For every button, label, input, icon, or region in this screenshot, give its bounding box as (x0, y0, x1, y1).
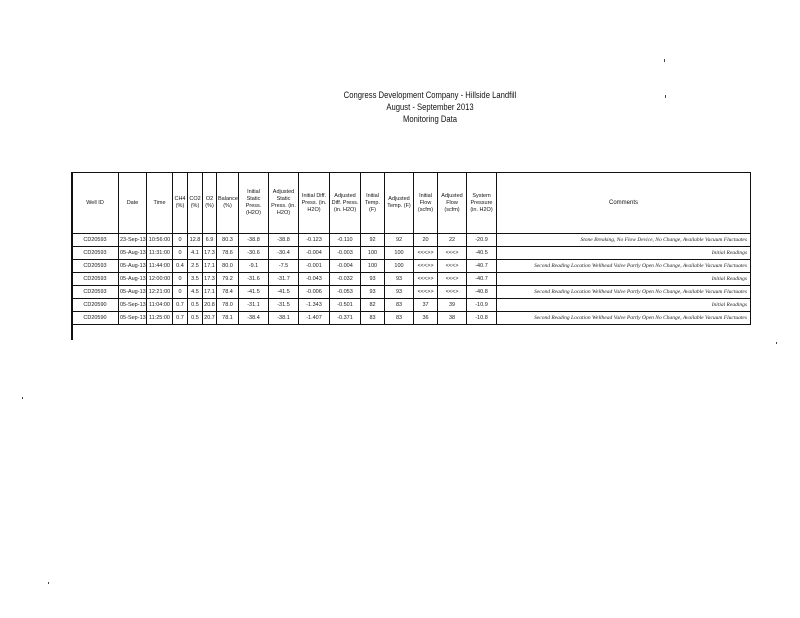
monitoring-data-table (71, 172, 751, 325)
col-header-time: Time (147, 173, 173, 234)
cell-adjusted-diff-press: -0.371 (330, 312, 361, 325)
cell-adjusted-temp: 83 (385, 312, 414, 325)
cell-ch4: 0 (173, 247, 188, 260)
cell-adjusted-temp: 83 (385, 299, 414, 312)
cell-adjusted-temp: 93 (385, 273, 414, 286)
cell-adjusted-flow: 38 (438, 312, 467, 325)
cell-initial-flow: <<<>> (414, 286, 438, 299)
col-header-co2: CO2 (%) (188, 173, 203, 234)
cell-system-pressure: -40.7 (467, 260, 497, 273)
cell-initial-flow: 20 (414, 234, 438, 247)
header-period: August - September 2013 (386, 102, 474, 112)
document-header (300, 89, 560, 125)
cell-adjusted-static-press: -31.7 (269, 273, 299, 286)
cell-time: 10:56:00 (147, 234, 173, 247)
cell-well-id: CD20593 (72, 260, 119, 273)
cell-comments: Stone Breaking, No Flow Device, No Change, Available Vacuum Fluctuates (497, 234, 751, 247)
cell-adjusted-diff-press: -0.053 (330, 286, 361, 299)
cell-co2: 12.8 (188, 234, 203, 247)
cell-comments: Second Reading Location Wellhead Valve Partly Open No Change, Available Vacuum Fluctuates (497, 312, 751, 325)
cell-initial-static-press: -41.5 (239, 286, 269, 299)
cell-ch4: 0.7 (173, 312, 188, 325)
cell-adjusted-static-press: -38.1 (269, 312, 299, 325)
cell-system-pressure: -40.5 (467, 247, 497, 260)
cell-initial-flow: <<<>> (414, 260, 438, 273)
col-header-comments: Comments (497, 173, 751, 234)
col-header-ch4: CH4 (%) (173, 173, 188, 234)
cell-system-pressure: -40.8 (467, 286, 497, 299)
cell-initial-diff-press: -0.006 (299, 286, 330, 299)
col-header-adjusted-static-press: Adjusted Static Press. (in. H2O) (269, 173, 299, 234)
cell-initial-diff-press: -0.001 (299, 260, 330, 273)
cell-adjusted-static-press: -31.5 (269, 299, 299, 312)
cell-ch4: 0.7 (173, 299, 188, 312)
cell-adjusted-static-press: -7.5 (269, 260, 299, 273)
cell-well-id: CD20590 (72, 299, 119, 312)
cell-balance: 79.2 (217, 273, 239, 286)
cell-initial-diff-press: -0.043 (299, 273, 330, 286)
cell-time: 11:04:00 (147, 299, 173, 312)
cell-adjusted-flow: 39 (438, 299, 467, 312)
cell-time: 12:21:00 (147, 286, 173, 299)
cell-adjusted-flow: <<<> (438, 260, 467, 273)
col-header-initial-temp: Initial Temp. (F) (361, 173, 385, 234)
col-header-initial-static-press: Initial Static Press. (H2O) (239, 173, 269, 234)
col-header-adjusted-temp: Adjusted Temp. (F) (385, 173, 414, 234)
cell-adjusted-diff-press: -0.003 (330, 247, 361, 260)
cell-o2: 17.1 (203, 260, 217, 273)
cell-adjusted-flow: <<<> (438, 247, 467, 260)
cell-balance: 78.0 (217, 299, 239, 312)
cell-date: 05-Aug-13 (119, 286, 147, 299)
table-row (72, 312, 751, 325)
cell-initial-temp: 92 (361, 234, 385, 247)
cell-date: 05-Aug-13 (119, 273, 147, 286)
cell-balance: 80.3 (217, 234, 239, 247)
cell-adjusted-diff-press: -0.032 (330, 273, 361, 286)
cell-initial-static-press: -30.6 (239, 247, 269, 260)
cell-initial-static-press: -31.1 (239, 299, 269, 312)
cell-initial-flow: 36 (414, 312, 438, 325)
cell-initial-diff-press: -0.004 (299, 247, 330, 260)
cell-initial-diff-press: -1.343 (299, 299, 330, 312)
cell-initial-flow: 37 (414, 299, 438, 312)
cell-initial-flow: <<<>> (414, 247, 438, 260)
col-header-o2: O2 (%) (203, 173, 217, 234)
cell-o2: 17.3 (203, 247, 217, 260)
cell-adjusted-temp: 100 (385, 260, 414, 273)
cell-initial-temp: 93 (361, 286, 385, 299)
cell-co2: 0.5 (188, 312, 203, 325)
cell-system-pressure: -10.8 (467, 312, 497, 325)
cell-ch4: 0 (173, 234, 188, 247)
cell-initial-static-press: -9.1 (239, 260, 269, 273)
cell-date: 23-Sep-13 (119, 234, 147, 247)
cell-balance: 78.6 (217, 247, 239, 260)
cell-co2: 4.5 (188, 286, 203, 299)
cell-comments: Second Reading Location Wellhead Valve Partly Open No Change, Available Vacuum Fluctuates (497, 286, 751, 299)
cell-balance: 78.4 (217, 286, 239, 299)
cell-time: 11:31:00 (147, 247, 173, 260)
cell-adjusted-flow: <<<> (438, 286, 467, 299)
cell-comments: Initial Readings (497, 299, 751, 312)
cell-adjusted-temp: 92 (385, 234, 414, 247)
cell-well-id: CD20593 (72, 234, 119, 247)
cell-initial-diff-press: -1.407 (299, 312, 330, 325)
scan-speck (665, 95, 666, 98)
cell-adjusted-temp: 100 (385, 247, 414, 260)
cell-system-pressure: -20.9 (467, 234, 497, 247)
cell-initial-static-press: -38.4 (239, 312, 269, 325)
scan-speck (48, 582, 49, 584)
cell-o2: 6.9 (203, 234, 217, 247)
scan-speck (776, 342, 777, 344)
cell-initial-temp: 82 (361, 299, 385, 312)
cell-adjusted-flow: <<<> (438, 273, 467, 286)
cell-adjusted-static-press: -30.4 (269, 247, 299, 260)
cell-date: 05-Sep-13 (119, 312, 147, 325)
cell-co2: 2.5 (188, 260, 203, 273)
cell-initial-temp: 83 (361, 312, 385, 325)
cell-adjusted-diff-press: -0.501 (330, 299, 361, 312)
scan-speck (22, 397, 23, 399)
cell-balance: 80.0 (217, 260, 239, 273)
cell-co2: 0.5 (188, 299, 203, 312)
cell-initial-diff-press: -0.123 (299, 234, 330, 247)
table-row (72, 247, 751, 260)
cell-o2: 20.7 (203, 312, 217, 325)
cell-initial-flow: <<<>> (414, 273, 438, 286)
table-row (72, 260, 751, 273)
cell-system-pressure: -40.7 (467, 273, 497, 286)
cell-well-id: CD20593 (72, 286, 119, 299)
cell-initial-temp: 100 (361, 247, 385, 260)
cell-adjusted-static-press: -41.5 (269, 286, 299, 299)
col-header-system-pressure: System Pressure (in. H2O) (467, 173, 497, 234)
header-company: Congress Development Company - Hillside Landfill (343, 90, 517, 100)
cell-initial-static-press: -31.6 (239, 273, 269, 286)
cell-comments: Initial Readings (497, 247, 751, 260)
table-row (72, 273, 751, 286)
cell-date: 05-Aug-13 (119, 247, 147, 260)
table-header-row (72, 173, 751, 234)
cell-balance: 78.1 (217, 312, 239, 325)
cell-adjusted-diff-press: -0.004 (330, 260, 361, 273)
cell-date: 05-Aug-13 (119, 260, 147, 273)
cell-well-id: CD20593 (72, 273, 119, 286)
cell-comments: Second Reading Location Wellhead Valve Partly Open No Change, Available Vacuum Fluctuates (497, 260, 751, 273)
cell-comments: Initial Readings (497, 273, 751, 286)
cell-well-id: CD20590 (72, 312, 119, 325)
col-header-initial-flow: Initial Flow (scfm) (414, 173, 438, 234)
col-header-adjusted-flow: Adjusted Flow (scfm) (438, 173, 467, 234)
cell-co2: 3.5 (188, 273, 203, 286)
col-header-date: Date (119, 173, 147, 234)
cell-adjusted-static-press: -38.8 (269, 234, 299, 247)
cell-well-id: CD20593 (72, 247, 119, 260)
cell-o2: 20.8 (203, 299, 217, 312)
cell-ch4: 0 (173, 286, 188, 299)
cell-date: 05-Sep-13 (119, 299, 147, 312)
cell-initial-temp: 100 (361, 260, 385, 273)
col-header-adjusted-diff-press: Adjusted Diff. Press. (in. H2O) (330, 173, 361, 234)
cell-o2: 17.3 (203, 273, 217, 286)
cell-ch4: 0.4 (173, 260, 188, 273)
cell-initial-temp: 93 (361, 273, 385, 286)
table-body (72, 234, 751, 325)
table-row (72, 234, 751, 247)
col-header-well-id: Well ID (72, 173, 119, 234)
table-row (72, 299, 751, 312)
cell-ch4: 0 (173, 273, 188, 286)
cell-o2: 17.1 (203, 286, 217, 299)
header-subtitle: Monitoring Data (402, 114, 458, 124)
table-row (72, 286, 751, 299)
cell-adjusted-flow: 22 (438, 234, 467, 247)
col-header-balance: Balance (%) (217, 173, 239, 234)
cell-initial-static-press: -38.8 (239, 234, 269, 247)
cell-co2: 4.1 (188, 247, 203, 260)
cell-time: 11:44:00 (147, 260, 173, 273)
cell-adjusted-diff-press: -0.110 (330, 234, 361, 247)
cell-time: 12:00:00 (147, 273, 173, 286)
cell-system-pressure: -10.9 (467, 299, 497, 312)
cell-time: 11:25:00 (147, 312, 173, 325)
scan-speck (664, 59, 665, 62)
col-header-initial-diff-press: Initial Diff. Press. (in. H2O) (299, 173, 330, 234)
cell-adjusted-temp: 93 (385, 286, 414, 299)
